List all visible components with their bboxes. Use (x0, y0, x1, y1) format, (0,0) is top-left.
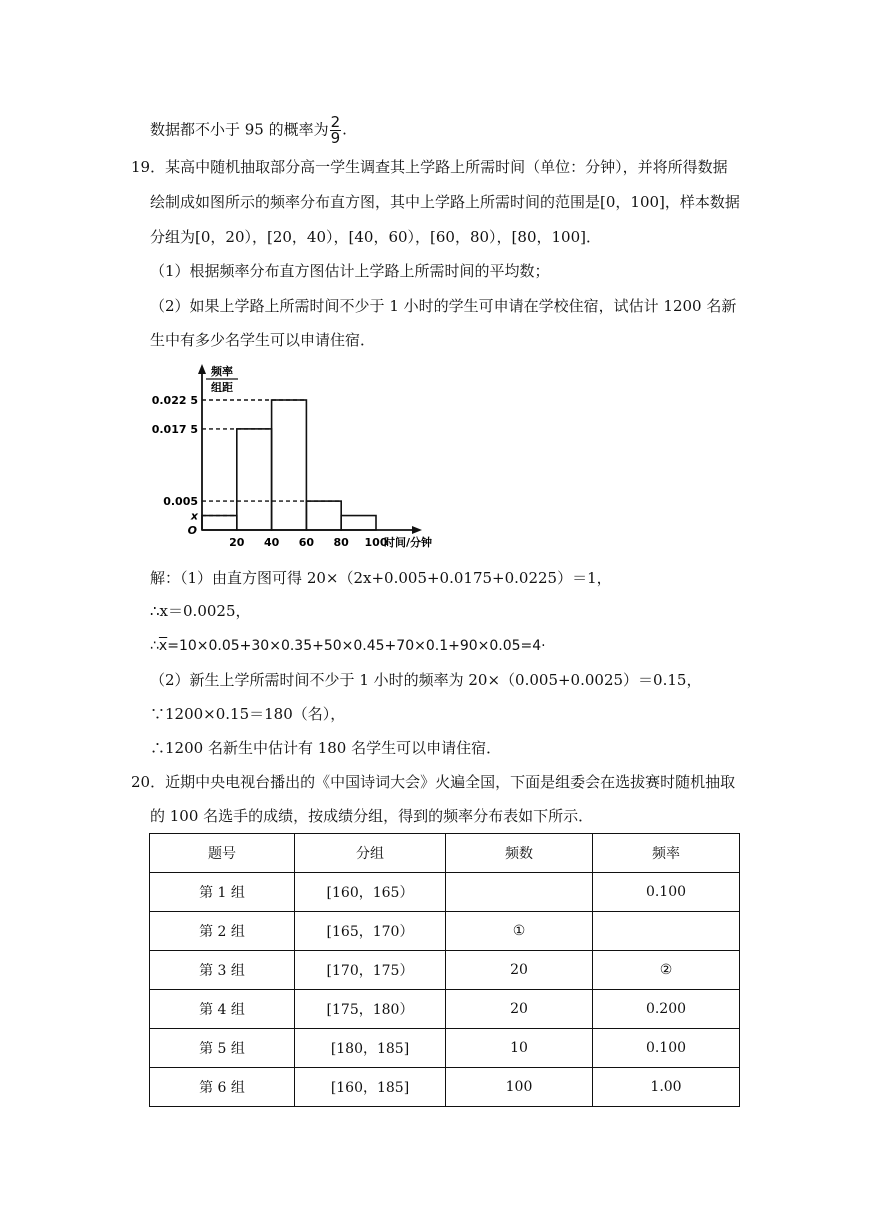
fraction-denominator: 9 (330, 129, 341, 147)
row-interval: [165，170） (295, 912, 446, 951)
q19-part-2-line-2: 生中有多少名学生可以申请住宿． (150, 331, 376, 349)
table-row (150, 1029, 740, 1068)
row-count: 20 (446, 951, 593, 990)
q19-part-2-line-1: （2）如果上学路上所需时间不少于 1 小时的学生可申请在学校住宿，试估计 1200 名新 (150, 297, 737, 315)
row-interval: [160，185] (295, 1068, 446, 1107)
header-frequency-rate: 频率 (593, 834, 740, 873)
mean-calculation: =10×0.05+30×0.35+50×0.45+70×0.1+90×0.05=4· (167, 638, 546, 654)
solution-conclusion: ∴1200 名新生中估计有 180 名学生可以申请住宿． (150, 739, 502, 757)
y-axis-arrow (198, 364, 206, 374)
x-tick-label: 20 (229, 536, 245, 549)
therefore-symbol: ∴ (150, 638, 159, 654)
table-row (150, 990, 740, 1029)
y-axis-label-bottom: 组距 (211, 381, 233, 394)
row-rate (593, 912, 740, 951)
row-rate: 0.100 (593, 873, 740, 912)
q19-line-1: 19．某高中随机抽取部分高一学生调查其上学路上所需时间（单位：分钟），并将所得数据 (131, 158, 728, 176)
row-count: 10 (446, 1029, 593, 1068)
frequency-histogram (150, 362, 433, 557)
solution-step-2: ∴x＝0.0025， (150, 602, 251, 620)
q20-line-2: 的 100 名选手的成绩，按成绩分组，得到的频率分布表如下所示． (150, 807, 594, 825)
histogram-bar (272, 400, 307, 530)
row-interval: [175，180） (295, 990, 446, 1029)
q20-line-1: 20．近期中央电视台播出的《中国诗词大会》火遍全国，下面是组委会在选拔赛时随机抽取 (131, 773, 736, 791)
row-label: 第 1 组 (150, 873, 295, 912)
row-interval: [160，165） (295, 873, 446, 912)
x-axis-arrow (412, 526, 422, 534)
header-group: 分组 (295, 834, 446, 873)
histogram-bar (237, 429, 272, 530)
y-tick-label: 0.005 (163, 495, 198, 509)
header-question-number: 题号 (150, 834, 295, 873)
solution-step-5: ∵1200×0.15＝180（名）， (150, 705, 346, 723)
table-row (150, 951, 740, 990)
probability-fraction (330, 115, 342, 146)
q19-line-2: 绘制成如图所示的频率分布直方图，其中上学路上所需时间的范围是[0，100]，样本数据 (150, 193, 740, 211)
y-axis-label-top: 频率 (211, 365, 233, 378)
row-label: 第 2 组 (150, 912, 295, 951)
row-label: 第 3 组 (150, 951, 295, 990)
fraction-numerator: 2 (330, 113, 341, 131)
y-tick-label: 0.022 5 (151, 394, 198, 407)
row-label: 第 5 组 (150, 1029, 295, 1068)
row-count: 100 (446, 1068, 593, 1107)
x-tick-label: 100 (364, 536, 388, 549)
x-tick-label: 40 (263, 536, 280, 549)
row-rate: 0.200 (593, 990, 740, 1029)
row-count: 20 (446, 990, 593, 1029)
row-count (446, 873, 593, 912)
table-row (150, 912, 740, 951)
x-tick-label: 60 (298, 536, 315, 549)
y-tick-label: 0.017 5 (151, 422, 198, 436)
q19-part-1: （1）根据频率分布直方图估计上学路上所需时间的平均数； (150, 262, 550, 280)
header-frequency-count: 频数 (446, 834, 593, 873)
row-interval: [170，175） (295, 951, 446, 990)
histogram-bar (306, 501, 341, 530)
histogram-bar (202, 516, 237, 530)
q19-line-3: 分组为[0，20），[20，40），[40，60），[60，80），[80，100]． (150, 228, 601, 246)
previous-answer-tail (150, 115, 347, 146)
row-label: 第 4 组 (150, 990, 295, 1029)
solution-step-4: （2）新生上学所需时间不少于 1 小时的频率为 20×（0.005+0.0025）＝0.15， (150, 671, 702, 689)
frequency-table (149, 833, 740, 1107)
x-axis-label: 时间/分钟 (384, 536, 433, 549)
solution-mean-formula (150, 636, 546, 656)
histogram-bar (341, 516, 376, 530)
row-rate: 1.00 (593, 1068, 740, 1107)
origin-label: O (187, 524, 197, 537)
table-row (150, 1068, 740, 1107)
row-rate: 0.100 (593, 1029, 740, 1068)
x-tick-label: 80 (333, 536, 349, 549)
row-label: 第 6 组 (150, 1068, 295, 1107)
sentence-end: . (342, 120, 347, 139)
row-interval: [180，185] (295, 1029, 446, 1068)
previous-answer-text: 数据都不小于 95 的概率为 (150, 120, 329, 139)
row-count: ① (446, 912, 593, 951)
table-header-row (150, 834, 740, 873)
solution-step-1: 解：（1）由直方图可得 20×（2x+0.005+0.0175+0.0225）＝1， (150, 569, 612, 587)
row-rate: ② (593, 951, 740, 990)
y-tick-label: x (190, 509, 198, 523)
mean-symbol: $\overline{x}$ (158, 638, 168, 654)
table-row (150, 873, 740, 912)
